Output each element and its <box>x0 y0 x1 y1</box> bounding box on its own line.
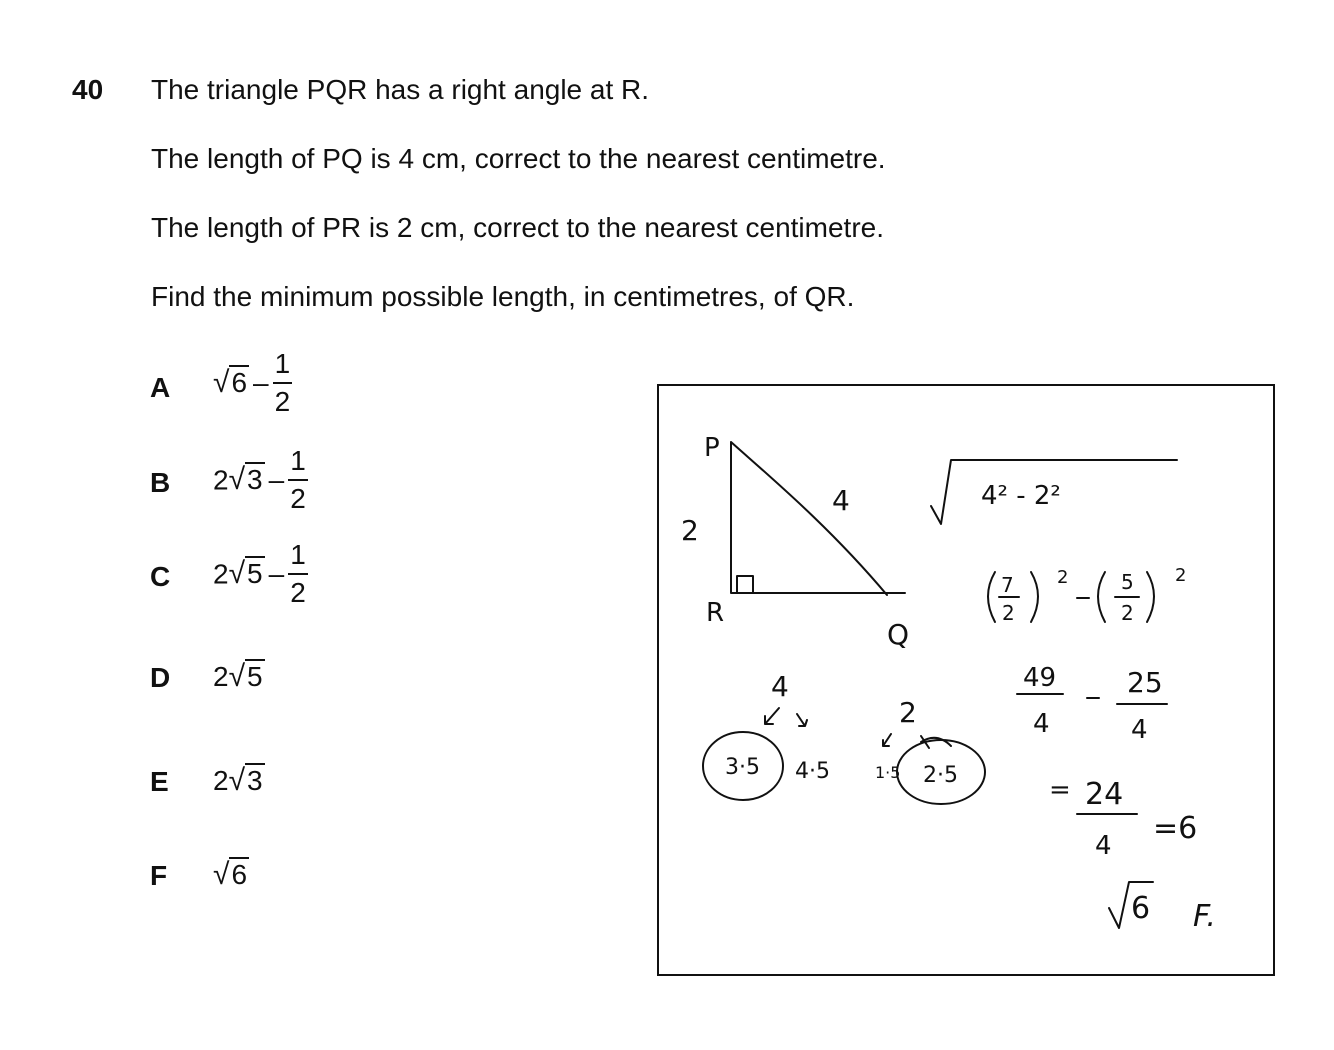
triangle <box>731 442 905 595</box>
option-letter: C <box>150 561 171 592</box>
option-letter: B <box>150 467 171 498</box>
question-number: 40 <box>72 74 104 105</box>
bound-4-lower: 3·5 <box>725 755 760 780</box>
final-value: 6 <box>1131 891 1151 926</box>
bound-2-lower: 1·5 <box>875 763 901 782</box>
working-box <box>657 384 1275 976</box>
final-answer: F. <box>1193 899 1216 934</box>
label-p: P <box>704 433 720 463</box>
option-expression: 2√3 – $\frac{1}{2}$ <box>213 445 306 514</box>
sqrt-radicand: 4² - 2² <box>981 481 1061 511</box>
square-a-num: 7 <box>1001 573 1014 597</box>
label-r: R <box>706 598 725 628</box>
option-expression: √6 <box>213 858 248 891</box>
bound-4-upper: 4·5 <box>795 759 830 784</box>
square-b-power: 2 <box>1175 565 1187 586</box>
result-equals: =6 <box>1153 811 1198 846</box>
bound-4-value: 4 <box>771 670 789 703</box>
option-expression: √6 – $\frac{1}{2}$ <box>213 348 291 417</box>
square-b-den: 2 <box>1121 601 1134 625</box>
option-expression: 2√3 <box>213 764 263 797</box>
svg-text:=: = <box>1049 775 1071 805</box>
question-line-1: The triangle PQR has a right angle at R. <box>151 74 650 105</box>
label-q: Q <box>887 618 910 651</box>
option-letter: D <box>150 662 171 693</box>
right-angle-mark <box>737 576 753 593</box>
label-pr: 2 <box>681 514 699 547</box>
bound-2-upper: 2·5 <box>923 763 958 788</box>
fraction-b-den: 4 <box>1131 715 1148 745</box>
option-letter: A <box>150 372 171 403</box>
square-a-power: 2 <box>1057 567 1069 588</box>
question-line-4: Find the minimum possible length, in centimetres, of QR. <box>151 281 855 312</box>
option-expression: 2√5 – $\frac{1}{2}$ <box>213 539 306 608</box>
option-letter: E <box>150 766 169 797</box>
option-letter: F <box>150 860 168 891</box>
result-num: 24 <box>1085 777 1124 812</box>
square-b-num: 5 <box>1121 570 1134 594</box>
fraction-a-num: 49 <box>1023 663 1057 693</box>
label-pq: 4 <box>832 484 850 517</box>
working-canvas <box>659 386 1277 978</box>
fraction-a-den: 4 <box>1033 709 1050 739</box>
bound-2-value: 2 <box>899 696 917 729</box>
square-a-den: 2 <box>1002 601 1015 625</box>
question-line-3: The length of PR is 2 cm, correct to the nearest centimetre. <box>151 212 884 243</box>
option-expression: 2√5 <box>213 660 263 693</box>
result-den: 4 <box>1095 831 1112 861</box>
question-line-2: The length of PQ is 4 cm, correct to the nearest centimetre. <box>151 143 886 174</box>
fraction-b-num: 25 <box>1127 666 1163 699</box>
